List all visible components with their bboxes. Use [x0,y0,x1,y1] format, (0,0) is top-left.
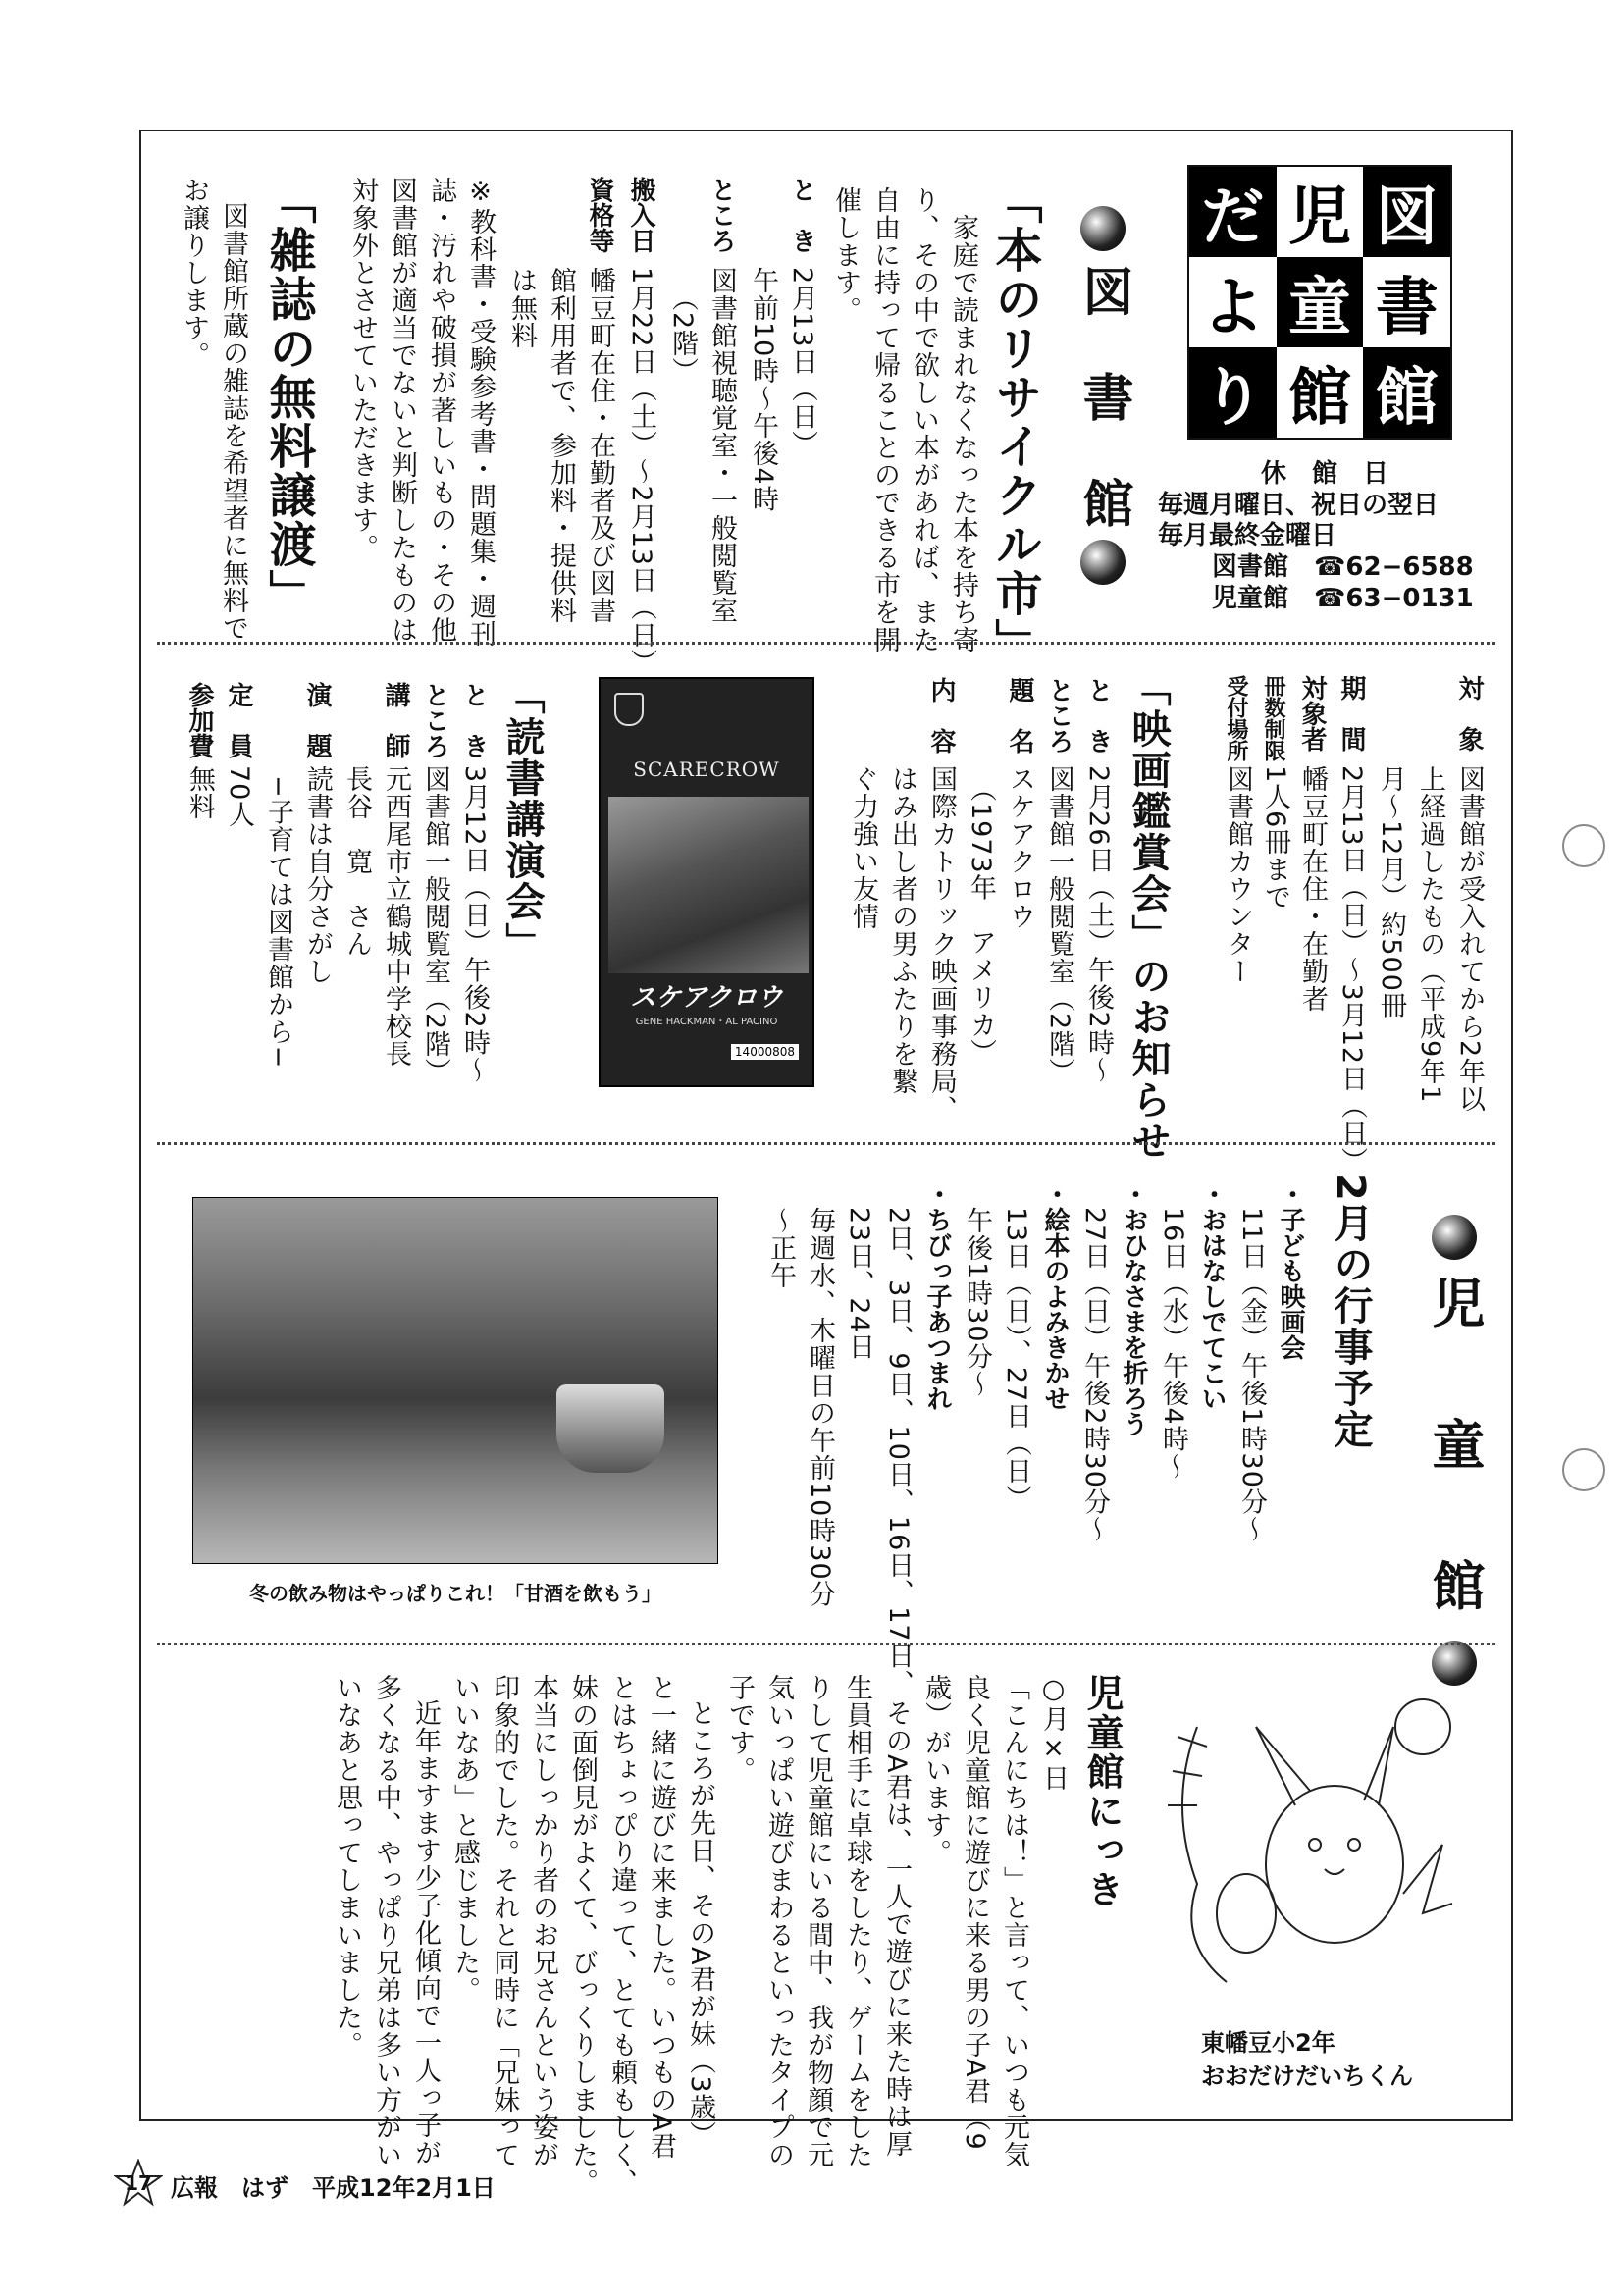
diary-date: ○月×日 [1038,1674,1069,1792]
page-number-star-icon [114,2159,163,2208]
diary-line: 多くなる中、やっぱり兄弟は多い方がい [371,1674,401,2168]
recycle-body-line: り、その中で欲しい本があれば、また [909,186,939,653]
event-detail: 〜正午 [765,1207,796,1289]
magazine-title: 「雑誌の無料譲渡」 [261,177,316,618]
lecture-speaker-label: 講 師 [381,682,410,758]
movie-name: スケアクロウ [1005,765,1035,930]
lecture-fee-label: 参加費 [184,682,214,758]
event-detail: 13日（日）、27日（日） [1001,1207,1031,1513]
cover-jp-title: スケアクロウ [630,983,783,1013]
lecture-cap-label: 定 員 [224,682,253,758]
diary-line: 近年ますます少子化傾向で一人っ子が [410,1699,441,2166]
movie-when: 2月26日（土）午後2時〜 [1083,765,1114,1084]
children-section-heading [1415,1215,1493,1690]
diary-line: 「こんにちは！」と言って、いつも元気 [999,1674,1029,2168]
logo-char: 館 [1363,347,1450,438]
drawing-character [1266,1786,1403,1943]
binder-hole-top [1562,824,1605,867]
recycle-title: 「本のリサイクル市」 [987,177,1042,667]
diary-line: と一緒に遊びに来ました。いつものA君 [646,1674,676,2161]
children-section-title: 児 童 館 [1424,1276,1486,1629]
event-detail: 2日、3日、9日、10日、16日、17日、 [883,1207,914,1697]
lecture-title: 「読書講演会」 [499,675,545,964]
events-title: 2月の行事予定 [1328,1174,1373,1450]
drawing-tail [1403,1845,1452,1913]
recycle-qual: は無料 [506,267,537,349]
drawing-eye [1348,1839,1360,1851]
logo-block [1187,165,1452,440]
diary-line: りして児童館にいる間中、我が物顔で元 [803,1674,833,2168]
child-drawing-pokemon [1138,1668,1462,2011]
recycle-body-line: 自由に持って帰ることのできる市を開 [869,186,900,653]
bullet-ball-icon [1080,540,1126,585]
section-divider [157,1643,1495,1645]
event-detail: 午後1時30分〜 [962,1207,992,1398]
diary-line: 気いっぱい遊びまわるといったタイプの [763,1674,794,2168]
library-section-title: 図 書 館 [1073,265,1132,530]
event-name: ・子ども映画会 [1276,1181,1305,1360]
logo-char: 図 [1363,167,1450,257]
logo-char: 書 [1363,257,1450,347]
section-divider [157,1142,1495,1145]
mag-desk: 図書館カウンター [1223,765,1253,985]
recycle-qual: 館利用者で、参加料・提供料 [546,267,576,624]
recycle-note-line: ※教科書・受験参考書・問題集・週刊 [465,177,496,648]
movie-where: 図書館一般閲覧室（2階） [1044,765,1074,1086]
cover-cast: GENE HACKMAN・AL PACINO [635,1017,778,1027]
movie-content: はみ出し者の男ふたりを繋 [887,765,917,1095]
diary-line: とはちょっぴり違って、とても頼もしく、 [606,1674,637,2196]
recycle-note-line: 対象外とさせていただきます。 [347,177,378,561]
movie-name-year: （1973年 アメリカ） [966,775,996,1067]
event-detail: 16日（水）午後4時〜 [1158,1207,1188,1481]
movie-title: 「映画鑑賞会」のお知らせ [1126,667,1171,1162]
magazine-body-line: 図書館所蔵の雑誌を希望者に無料で [218,202,248,642]
bullet-ball-icon [1432,1215,1477,1260]
event-name: ・絵本のよみきかせ [1040,1181,1070,1411]
lecture-cap: 70人 [224,765,254,829]
bullet-ball-icon [1080,206,1126,251]
diary-line: 子です。 [724,1674,755,1784]
magazine-body-line: お譲りします。 [179,177,209,369]
event-name: ・ちびっ子あつまれ [922,1181,952,1411]
recycle-time: 午前10時〜午後4時 [748,267,778,513]
logo-char: り [1189,347,1277,438]
movie-content-label: 内 容 [926,677,956,754]
logo-char: よ [1189,257,1277,347]
mag-desk-label: 受付場所 [1224,675,1248,761]
recycle-where-floor: （2階） [667,285,698,386]
recycle-intake-label: 搬入日 [626,177,655,253]
diary-line: いいなあ」と感じました。 [449,1674,480,2004]
children-tel: 児童館 ☎63−0131 [1212,583,1474,613]
event-detail: 27日（日）午後2時30分〜 [1079,1207,1110,1543]
recycle-note-line: 誌・汚れや破損が著しいもの・その他 [426,177,456,644]
recycle-body-line: 催します。 [830,186,861,324]
pot-image [556,1384,664,1473]
cover-photo [608,797,809,973]
diary-line: 歳）がいます。 [920,1674,951,1866]
event-detail: 23日、24日 [844,1207,874,1361]
photo-caption: 冬の飲み物はやっぱりこれ！「甘酒を飲もう」 [249,1582,661,1605]
recycle-where: 図書館視聴覚室・一般閲覧室 [707,267,737,624]
event-detail: 毎週水、木曜日の午前10時30分 [805,1207,835,1608]
lecture-topic: 読書は自分さがし [302,765,333,985]
drawing-caption: おおだけだいちくん [1201,2062,1413,2090]
mag-period: 2月13日（日）〜3月12日（日） [1336,765,1367,1175]
lecture-topic: −子育ては図書館から− [263,775,293,1070]
mag-who: 幡豆町在住・在勤者 [1297,765,1328,1013]
drawing-mouth [1325,1869,1344,1874]
drawing-caption: 東幡豆小2年 [1201,2029,1335,2057]
drawing-ear [1256,1727,1310,1805]
event-name: ・おはなしでてこい [1197,1181,1227,1411]
event-detail: 11日（金）午後1時30分〜 [1236,1207,1267,1543]
drawing-creature-small [1217,1874,1276,1953]
recycle-note-line: 図書館が適当でないと判断したものは [387,177,417,644]
diary-title: 児童館にっき [1080,1674,1124,1909]
closed-days-line: 毎週月曜日、祝日の翌日 [1158,490,1440,520]
event-name: ・おひなさまを折ろう [1119,1181,1148,1436]
lecture-fee: 無料 [184,765,215,820]
lecture-topic-label: 演 題 [302,682,332,758]
children-amazake-photo [192,1197,718,1564]
movie-content: ぐ力強い友情 [848,765,878,930]
mag-target-label: 対 象 [1454,675,1484,752]
movie-cover-image [599,677,814,1087]
diary-line: 印象的でした。それと同時に「兄妹って [489,1674,519,2168]
logo-char: 児 [1277,167,1364,257]
recycle-where-label: ところ [707,177,736,253]
lecture-speaker: 元西尾市立鶴城中学校長 [381,765,411,1068]
lecture-speaker: 長谷 寛 さん [341,765,372,958]
closed-days-heading: 休 館 日 [1260,459,1388,489]
warner-logo-icon [614,693,644,726]
section-divider [157,642,1495,645]
drawing-ear [1364,1727,1393,1805]
lecture-where-label: ところ [420,682,449,758]
recycle-body-line: 家庭で読まれなくなった本を持ち寄 [948,214,978,653]
mag-period-label: 期 間 [1336,675,1366,752]
recycle-qual-label: 資格等 [585,177,614,253]
library-section-heading [1064,206,1142,589]
footer-text: 広報 はず 平成12年2月1日 [171,2174,496,2202]
page-number: 17 [125,2171,152,2195]
lecture-when: 3月12日（日）午後2時〜 [459,765,490,1084]
movie-name-label: 題 名 [1005,677,1034,754]
lecture-when-label: と き [459,682,489,758]
cover-code: 14000808 [731,1044,799,1060]
recycle-intake: 1月22日（土）〜2月13日（日） [626,267,656,677]
diary-line: 妹の面倒見がよくて、びっくりしました。 [567,1674,598,2196]
drawing-creature [1395,1699,1450,1754]
library-tel: 図書館 ☎62−6588 [1212,552,1474,583]
closed-days-line: 毎月最終金曜日 [1158,521,1337,551]
diary-line: 良く児童館に遊びに来る男の子A君（9 [960,1674,990,2151]
recycle-when: 2月13日（日） [787,267,817,458]
mag-who-label: 対象者 [1297,675,1327,752]
diary-line: 生員相手に卓球をしたり、ゲームをした [842,1674,872,2168]
mag-target: 月〜12月）約500冊 [1376,765,1406,1019]
diary-line: そのA君は、一人で遊びに来た時は厚 [881,1699,912,2159]
drawing-dragon-fin [1168,1737,1207,1805]
logo-char: 館 [1277,347,1364,438]
recycle-when-label: と き [787,177,816,253]
mag-limit: 1人6冊まで [1260,765,1290,912]
movie-when-label: と き [1083,677,1113,754]
recycle-qual: 幡豆町在住・在勤者及び図書 [585,267,615,624]
mag-limit-label: 冊数制限 [1261,675,1285,761]
diary-line: ところが先日、そのA君が妹（3歳） [685,1699,715,2149]
movie-where-label: ところ [1044,677,1073,754]
movie-content: 国際カトリック映画事務局、 [926,765,957,1122]
cover-title: SCARECROW [633,757,780,781]
logo-char: 童 [1277,257,1364,347]
diary-line: 本当にしっかり者のお兄さんという姿が [528,1674,558,2168]
lecture-where: 図書館一般閲覧室（2階） [420,765,450,1086]
diary-line: いなあと思ってしまいました。 [332,1674,362,2059]
closed-days-info [1158,459,1492,615]
mag-target: 上経過したもの（平成9年1 [1415,765,1445,1104]
drawing-eye [1309,1839,1321,1851]
mag-target: 図書館が受入れてから2年以 [1454,765,1485,1114]
binder-hole-bottom [1562,1448,1605,1491]
logo-char: だ [1189,167,1277,257]
drawing-dragon [1182,1727,1227,1982]
